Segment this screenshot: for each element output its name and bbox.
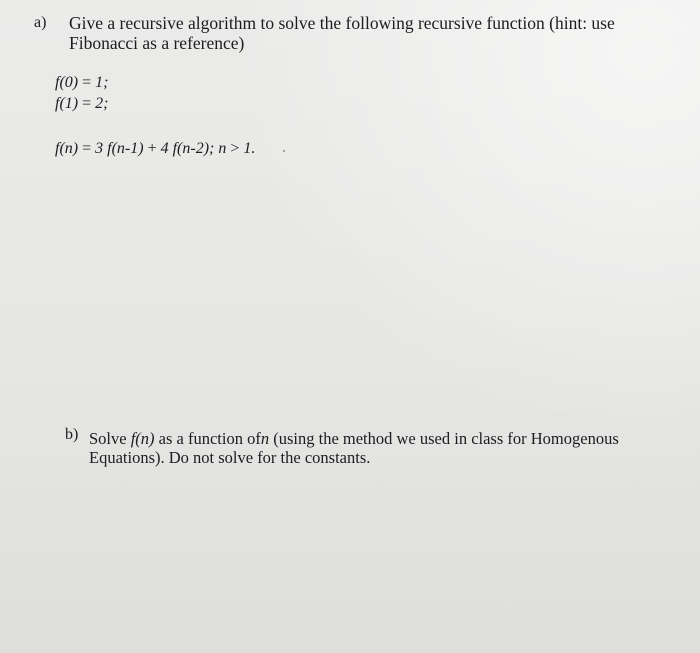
equation-fn-coef-2: 4 — [160, 140, 169, 157]
question-a-text — [69, 13, 615, 53]
question-b-marker: b) — [65, 426, 79, 443]
question-b-suffix: (using the method we used in class for Homogenous — [273, 429, 619, 448]
equation-f0 — [55, 74, 108, 92]
question-b-variable: n — [260, 429, 270, 448]
question-b-line-1 — [89, 429, 619, 448]
equation-fn-coef-1: 3 — [95, 140, 104, 157]
equation-fn-lhs: f(n) — [55, 140, 79, 157]
equation-f1-rhs: 2; — [95, 95, 109, 112]
equation-f0-equals: = — [82, 74, 92, 91]
equation-fn — [55, 140, 255, 158]
equation-fn-condition-rhs: 1. — [243, 140, 256, 157]
equation-f1-equals: = — [82, 95, 92, 112]
question-b-middle: as a function of — [158, 429, 261, 448]
equation-f0-rhs: 1; — [95, 74, 109, 91]
equation-fn-term-2: f(n-2); n — [172, 140, 227, 157]
equation-fn-greater-than: > — [230, 140, 240, 157]
equation-fn-term-1: f(n-1) — [107, 140, 144, 157]
question-a-line-1: Give a recursive algorithm to solve the following recursive function (hint: use — [69, 13, 615, 33]
paper-speck — [283, 150, 285, 152]
question-a-line-2: Fibonacci as a reference) — [69, 33, 245, 53]
equation-fn-plus: + — [147, 140, 157, 157]
equation-f1 — [55, 95, 108, 113]
equation-f0-lhs: f(0) — [55, 74, 79, 91]
question-b-function: f(n) — [130, 429, 155, 448]
question-b-line-2: Equations). Do not solve for the constants. — [89, 448, 371, 467]
question-b-prefix: Solve — [89, 429, 127, 448]
question-b-text — [89, 429, 619, 467]
equation-fn-equals: = — [82, 140, 92, 157]
equation-f1-lhs: f(1) — [55, 95, 79, 112]
question-a-marker: a) — [34, 14, 47, 31]
